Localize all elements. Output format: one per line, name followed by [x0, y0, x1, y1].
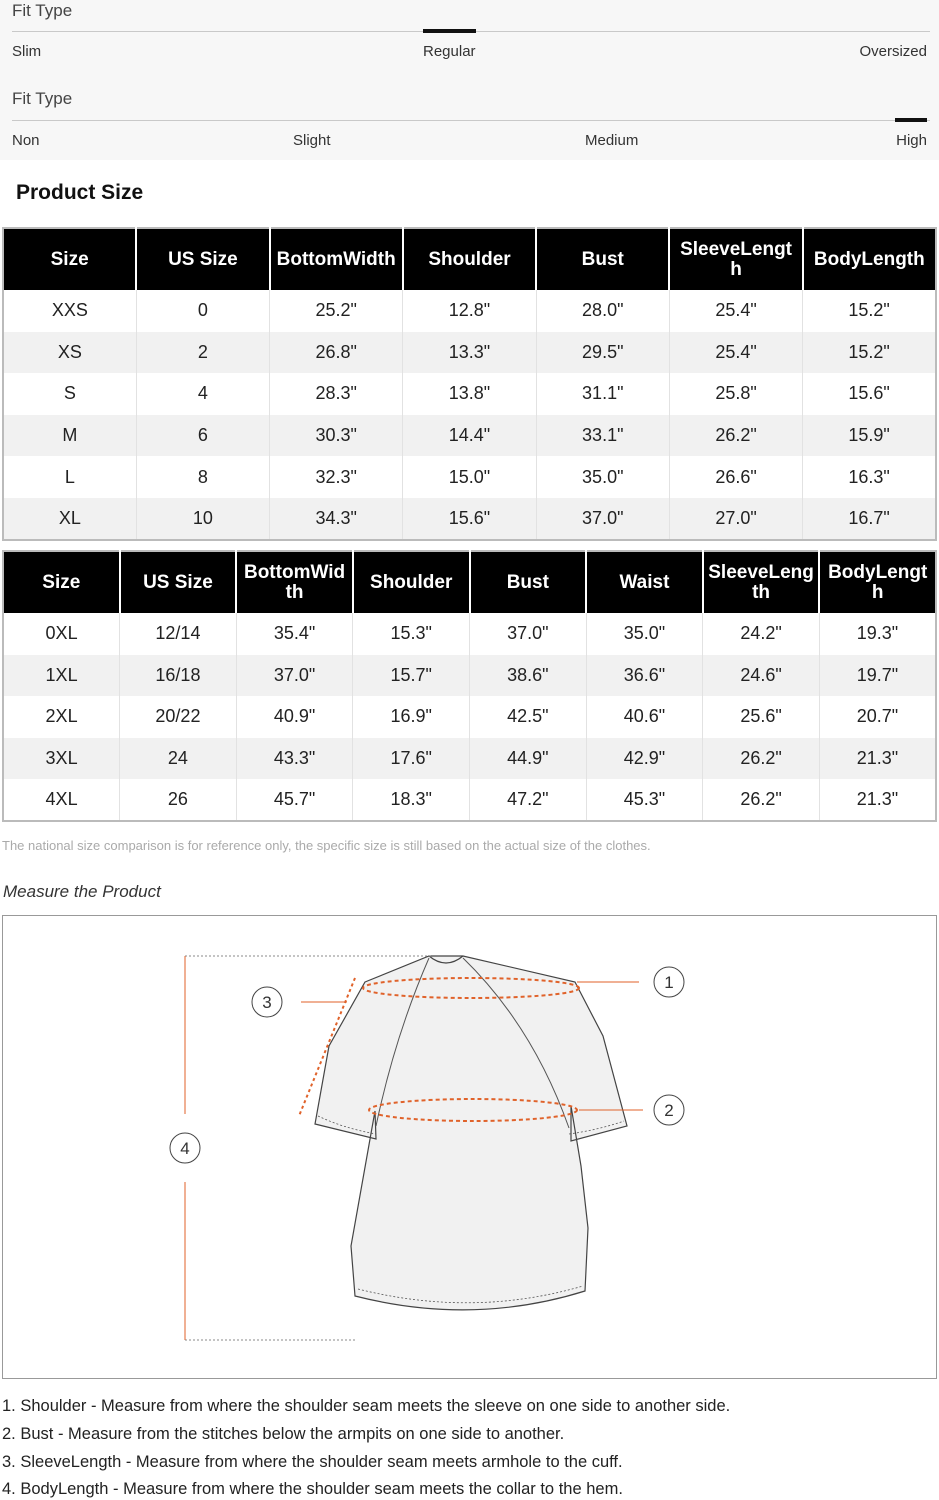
instruction-shoulder: 1. Shoulder - Measure from where the shoulder seam meets the sleeve on one side to another side. [2, 1397, 731, 1415]
table-cell: 28.0" [536, 290, 669, 332]
fit-scale-selected-marker [895, 118, 927, 122]
table-cell: 36.6" [586, 655, 703, 697]
measure-title: Measure the Product [3, 882, 161, 901]
table-cell: 45.3" [586, 779, 703, 821]
table-cell: XL [3, 498, 136, 540]
table-cell: 16.7" [803, 498, 936, 540]
header-sleeve-length: SleeveLength [669, 228, 802, 290]
table-cell: 43.3" [236, 738, 353, 780]
table-cell: 24.6" [703, 655, 820, 697]
table-cell: 10 [136, 498, 269, 540]
size-table-regular [2, 227, 937, 541]
product-size-title: Product Size [16, 181, 144, 204]
table-cell: 20.7" [856, 706, 899, 727]
table-row [3, 290, 936, 332]
table-cell: 31.1" [536, 373, 669, 415]
marker-4 [170, 1133, 200, 1163]
svg-text:4: 4 [180, 1139, 190, 1158]
fit-option-high: High [896, 132, 927, 149]
table-cell: M [3, 415, 136, 457]
marker-2 [654, 1095, 684, 1125]
table-cell: 32.3" [270, 456, 403, 498]
table-cell: 12.8" [403, 290, 536, 332]
table-cell: XXS [3, 290, 136, 332]
table-cell: 12/14 [120, 613, 237, 655]
header-size: Size [3, 228, 136, 290]
table-header-row [3, 551, 936, 613]
table-cell: 21.3" [856, 789, 899, 810]
table-cell: 35.0" [586, 613, 703, 655]
measure-diagram [2, 915, 937, 1379]
table-cell: 17.6" [353, 738, 470, 780]
table-cell: 16/18 [120, 655, 237, 697]
table-cell: 15.0" [403, 456, 536, 498]
table-cell: 4 [136, 373, 269, 415]
table-cell: 28.3" [270, 373, 403, 415]
table-cell: 44.9" [470, 738, 587, 780]
size-reference-note: The national size comparison is for reference only, the specific size is still based on the actual size of the clothes. [2, 838, 651, 853]
table-cell: 20/22 [120, 696, 237, 738]
svg-text:2: 2 [664, 1101, 674, 1120]
marker-1 [654, 967, 684, 997]
fit-option-non: Non [12, 132, 40, 149]
table-cell: 25.2" [270, 290, 403, 332]
table-cell: 2XL [3, 696, 120, 738]
table-cell: 26 [120, 779, 237, 821]
header-bottom-width: BottomWidth [236, 551, 353, 613]
table-cell: 35.4" [236, 613, 353, 655]
header-shoulder: Shoulder [403, 228, 536, 290]
table-cell: 0XL [3, 613, 120, 655]
table-cell: 37.0" [536, 498, 669, 540]
table-cell: 26.6" [669, 456, 802, 498]
fit-option-regular: Regular [423, 43, 476, 60]
table-cell: 35.0" [536, 456, 669, 498]
table-cell: 42.9" [586, 738, 703, 780]
table-cell: 37.0" [470, 613, 587, 655]
table-row [3, 498, 936, 540]
table-row [3, 738, 936, 780]
instruction-sleeve-length: 3. SleeveLength - Measure from where the shoulder seam meets armhole to the cuff. [2, 1452, 623, 1471]
header-shoulder: Shoulder [353, 551, 470, 613]
table-cell: XS [3, 332, 136, 374]
table-row [3, 456, 936, 498]
table-cell: 37.0" [236, 655, 353, 697]
table-cell: 30.3" [270, 415, 403, 457]
table-cell: 40.6" [586, 696, 703, 738]
table-cell: 47.2" [470, 779, 587, 821]
table-cell: 3XL [3, 738, 120, 780]
table-cell: 38.6" [470, 655, 587, 697]
fit-scale-track [12, 120, 930, 121]
header-bust: Bust [536, 228, 669, 290]
table-row [3, 373, 936, 415]
table-cell: 42.5" [470, 696, 587, 738]
tshirt-shape [315, 956, 627, 1310]
header-waist: Waist [586, 551, 703, 613]
table-cell: 15.7" [353, 655, 470, 697]
table-cell: 6 [136, 415, 269, 457]
table-cell: 33.1" [536, 415, 669, 457]
table-cell: 4XL [3, 779, 120, 821]
size-table-plus [2, 550, 937, 822]
table-cell: 34.3" [270, 498, 403, 540]
fit-option-medium: Medium [585, 132, 639, 149]
table-cell: 24.2" [703, 613, 820, 655]
table-row [3, 332, 936, 374]
header-bottom-width: BottomWidth [270, 228, 403, 290]
table-cell: 16.3" [848, 466, 890, 487]
table-cell: 13.8" [403, 373, 536, 415]
table-cell: 15.3" [353, 613, 470, 655]
fit-scale-label: Fit Type [12, 1, 73, 20]
table-cell: 15.6" [403, 498, 536, 540]
table-cell: 26.2" [669, 415, 802, 457]
table-cell: 18.3" [353, 779, 470, 821]
table-cell: 19.7" [819, 655, 936, 697]
table-cell: 25.6" [703, 696, 820, 738]
table-cell: 15.2" [803, 332, 936, 374]
fit-option-slight: Slight [293, 132, 331, 149]
tshirt-diagram [3, 916, 938, 1380]
table-cell: 2 [136, 332, 269, 374]
fit-type-panel [0, 0, 939, 160]
table-cell: 14.4" [403, 415, 536, 457]
table-cell: 25.8" [669, 373, 802, 415]
table-cell: 0 [136, 290, 269, 332]
marker-3 [252, 987, 282, 1017]
header-body-length: BodyLength [819, 551, 936, 613]
table-cell: 21.3" [819, 738, 936, 780]
measure-instructions [2, 1393, 730, 1500]
table-cell: 29.5" [536, 332, 669, 374]
table-cell: 26.2" [703, 779, 820, 821]
table-row [3, 415, 936, 457]
table-cell: 13.3" [403, 332, 536, 374]
table-cell: 26.8" [270, 332, 403, 374]
header-us-size: US Size [136, 228, 269, 290]
table-row [3, 696, 936, 738]
table-row [3, 655, 936, 697]
instruction-bust: 2. Bust - Measure from the stitches below the armpits on one side to another. [2, 1424, 565, 1443]
fit-scale-selected-marker [423, 29, 476, 33]
table-cell: 19.3" [856, 623, 899, 644]
table-row [3, 779, 936, 821]
table-cell: S [3, 373, 136, 415]
svg-text:1: 1 [664, 973, 674, 992]
table-cell: 25.4" [669, 332, 802, 374]
header-sleeve-length: SleeveLength [703, 551, 820, 613]
instruction-body-length: 4. BodyLength - Measure from where the shoulder seam meets the collar to the hem. [2, 1480, 623, 1499]
table-header-row [3, 228, 936, 290]
svg-text:3: 3 [262, 993, 272, 1012]
table-cell: 8 [136, 456, 269, 498]
table-cell: 26.2" [703, 738, 820, 780]
fit-scale-label: Fit Type [12, 89, 73, 108]
header-bust: Bust [470, 551, 587, 613]
header-body-length: BodyLength [803, 228, 936, 290]
header-us-size: US Size [120, 551, 237, 613]
table-row [3, 613, 936, 655]
fit-option-slim: Slim [12, 43, 42, 60]
table-cell: 45.7" [236, 779, 353, 821]
table-cell: 24 [120, 738, 237, 780]
table-cell: 15.6" [848, 383, 890, 404]
table-cell: L [3, 456, 136, 498]
table-cell: 15.2" [848, 300, 890, 321]
table-cell: 27.0" [669, 498, 802, 540]
table-cell: 15.9" [803, 415, 936, 457]
table-cell: 16.9" [353, 696, 470, 738]
header-size: Size [3, 551, 120, 613]
table-cell: 25.4" [669, 290, 802, 332]
table-cell: 40.9" [236, 696, 353, 738]
fit-option-oversized: Oversized [859, 43, 927, 60]
table-cell: 1XL [3, 655, 120, 697]
